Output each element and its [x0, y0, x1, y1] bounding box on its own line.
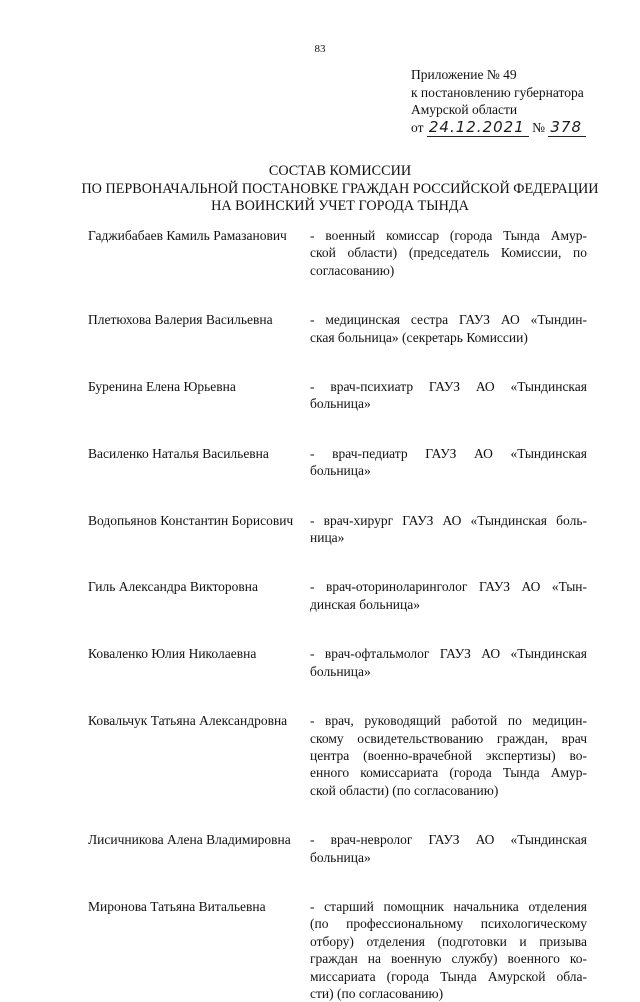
- member-row: [88, 831, 608, 866]
- page-number: 83: [314, 43, 326, 55]
- member-role-line: центра (военно-врачебной экспертизы) во-: [310, 747, 587, 763]
- handwritten-number: 378: [548, 118, 586, 137]
- member-name: Плетюхова Валерия Васильевна: [88, 312, 273, 328]
- appendix-title: Приложение № 49: [411, 67, 517, 82]
- member-row: [88, 445, 608, 480]
- member-role: [310, 227, 587, 279]
- member-name: Водопьянов Константин Борисович: [88, 512, 294, 528]
- member-role: [310, 645, 587, 680]
- member-name: Василенко Наталья Васильевна: [88, 445, 269, 461]
- handwritten-date: 24.12.2021: [427, 118, 529, 137]
- member-role-line: больница»: [310, 849, 371, 865]
- member-role-line: ница»: [310, 530, 345, 546]
- member-role: [310, 378, 587, 413]
- member-row: [88, 645, 608, 680]
- number-prefix: №: [532, 119, 546, 135]
- appendix-region-line: Амурской области: [411, 102, 518, 117]
- member-row: [88, 712, 608, 799]
- member-role-line: динская больница»: [310, 596, 420, 612]
- member-role-line: граждан на военную службу) военного ко-: [310, 951, 587, 967]
- member-role-line: ской области) (по согласованию): [310, 782, 499, 798]
- member-role-line: - медицинская сестра ГАУЗ АО «Тындин-: [310, 312, 587, 328]
- member-role-line: - врач-оториноларинголог ГАУЗ АО «Тын-: [310, 579, 587, 595]
- appendix-block: [411, 66, 621, 136]
- member-role-line: скому освидетельствованию граждан, врач: [310, 730, 587, 746]
- member-role-line: больница»: [310, 463, 371, 479]
- document-title: [60, 163, 620, 216]
- member-role-line: сти) (по согласованию): [310, 985, 444, 1001]
- title-line-1: СОСТАВ КОМИССИИ: [268, 163, 412, 179]
- member-role-line: - врач-педиатр ГАУЗ АО «Тындинская: [310, 445, 587, 461]
- member-row: [88, 378, 608, 413]
- member-name: Гаджибабаев Камиль Рамазанович: [88, 228, 287, 243]
- member-role-line: - старший помощник начальника отделения: [310, 898, 587, 914]
- member-row: [88, 898, 608, 1002]
- member-role-line: - врач-невролог ГАУЗ АО «Тындинская: [310, 832, 587, 848]
- member-name: Ковальчук Татьяна Александровна: [88, 713, 288, 729]
- member-row: [88, 227, 608, 279]
- member-role-line: больница»: [310, 396, 371, 412]
- member-role-line: ская больница» (секретарь Комиссии): [310, 329, 528, 345]
- member-name: Лисичникова Алена Владимировна: [88, 832, 291, 848]
- member-role-line: отбору) отделения (подготовки и призыва: [310, 933, 587, 949]
- member-role: [310, 831, 587, 866]
- member-role-line: согласованию): [310, 262, 395, 278]
- member-name: Гиль Александра Викторовна: [88, 579, 259, 595]
- member-role-line: миссариата (города Тында Амурской обла-: [310, 968, 587, 984]
- member-role-line: больница»: [310, 663, 371, 679]
- member-role: [310, 311, 587, 346]
- member-name: Буренина Елена Юрьевна: [88, 379, 236, 395]
- member-role-line: - врач-офтальмолог ГАУЗ АО «Тындинская: [310, 646, 587, 662]
- member-role-line: - врач, руководящий работой по медицин-: [310, 713, 587, 729]
- title-line-2: ПО ПЕРВОНАЧАЛЬНОЙ ПОСТАНОВКЕ ГРАЖДАН РОССИЙСКОЙ ФЕДЕРАЦИИ: [81, 180, 599, 197]
- member-role-line: енного комиссариата (города Тында Амур-: [310, 765, 587, 781]
- member-row: [88, 512, 608, 547]
- appendix-resolution-line: к постановлению губернатора: [411, 84, 584, 100]
- member-row: [88, 311, 608, 346]
- member-role-line: (по профессиональному психологическому: [310, 916, 587, 932]
- member-role-line: ской области) (председатель Комиссии, по: [310, 245, 587, 261]
- member-role: [310, 898, 587, 1002]
- member-role-line: - военный комиссар (города Тында Амур-: [310, 228, 587, 243]
- member-role-line: - врач-психиатр ГАУЗ АО «Тындинская: [310, 379, 587, 395]
- date-prefix: от: [411, 119, 424, 135]
- members-list: [88, 227, 608, 1002]
- member-role: [310, 578, 587, 613]
- member-role: [310, 512, 587, 547]
- appendix-date-line: [411, 119, 621, 137]
- member-role-line: - врач-хирург ГАУЗ АО «Тындинская боль-: [310, 512, 587, 528]
- member-role: [310, 712, 587, 799]
- member-name: Миронова Татьяна Витальевна: [88, 898, 266, 914]
- title-line-3: НА ВОИНСКИЙ УЧЕТ ГОРОДА ТЫНДА: [211, 198, 469, 214]
- member-name: Коваленко Юлия Николаевна: [88, 646, 257, 662]
- member-row: [88, 578, 608, 613]
- member-role: [310, 445, 587, 480]
